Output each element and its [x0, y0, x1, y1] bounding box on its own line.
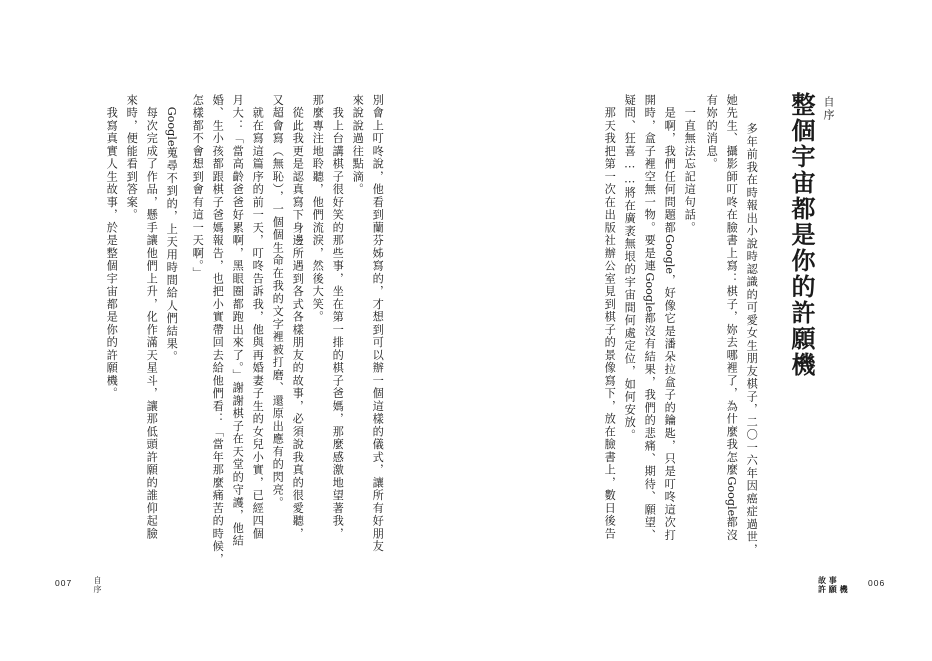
body-column: 有妳的消息。 — [705, 94, 719, 171]
body-column: Google蒐尋不到的，上天用時間給人們結果。 — [165, 106, 179, 364]
body-column: 又超會寫（無恥），一個個生命在我的文字裡被打磨、還原出應有的閃亮。 — [271, 94, 285, 510]
body-column: 疑問、狂喜……將在廣袤無垠的宇宙間何處定位，如何安放。 — [623, 94, 637, 442]
body-column: 她先生、攝影師叮咚在臉書上寫：棋子，妳去哪裡了，為什麼我怎麼Google都沒 — [725, 94, 739, 542]
body-column: 我寫真實人生故事，於是整個宇宙都是你的許願機。 — [105, 94, 119, 400]
page-number: 007 — [55, 578, 73, 588]
running-head: 自序 — [93, 576, 102, 594]
page-number: 006 — [868, 578, 886, 588]
body-column: 來說說過往點滴。 — [351, 94, 365, 196]
body-column: 別會上叮咚說，他看到蘭芬姊寫的，才想到可以辦一個這樣的儀式，讓所有好朋友 — [371, 94, 385, 553]
brand-line: 故 事 — [818, 575, 837, 585]
body-column: 來時，便能看到答案。 — [125, 94, 139, 222]
right-page — [466, 0, 932, 661]
section-label: 自序 — [822, 96, 835, 122]
body-column: 一直無法忘記這句話。 — [683, 94, 697, 235]
body-column: 那麼專注地聆聽，他們流淚，然後大笑。 — [311, 94, 325, 324]
body-column: 多年前我在時報出小說時認識的可愛女生朋友棋子，二〇一六年因癌症過世， — [745, 110, 759, 557]
page-title: 整個宇宙都是你的許願機 — [787, 92, 816, 378]
body-column: 那天我把第一次在出版社辦公室見到棋子的景像寫下，放在臉書上，數日後告 — [603, 94, 617, 541]
body-column: 從此我更是認真寫下身邊所遇到各式各樣朋友的故事，必須說我真的很愛聽， — [291, 94, 305, 541]
body-column: 是啊，我們任何問題都Google，好像它是潘朵拉盒子的鑰匙，只是叮咚這次打 — [663, 94, 677, 542]
body-column: 怎樣都不會想到會有這一天啊。」 — [191, 94, 205, 280]
body-column: 月大：「當高齡爸爸好累啊，黑眼圈都跑出來了。」謝謝棋子在天堂的守護，他結 — [231, 94, 245, 548]
book-brand — [818, 576, 848, 594]
body-column: 開時，盒子裡空無一物。要是連Google都沒有結果，我們的悲痛、期待、願望、 — [643, 94, 657, 542]
body-column: 每次完成了作品，懸手讓他們上升，化作滿天星斗，讓那低頭許願的誰仰起臉 — [145, 94, 159, 541]
brand-line: 許 願 機 — [818, 584, 848, 595]
body-column: 婚、生小孩都跟棋子爸媽報告，也把小實帶回去給他們看：「當年那麼痛苦的時候， — [211, 94, 225, 566]
body-column: 我上台講棋子很好笑的那些事，坐在第一排的棋子爸媽，那麼感激地望著我， — [331, 94, 345, 541]
body-column: 就在寫這篇序的前一天，叮咚告訴我，他與再婚妻子生的女兒小實，已經四個 — [251, 94, 265, 541]
